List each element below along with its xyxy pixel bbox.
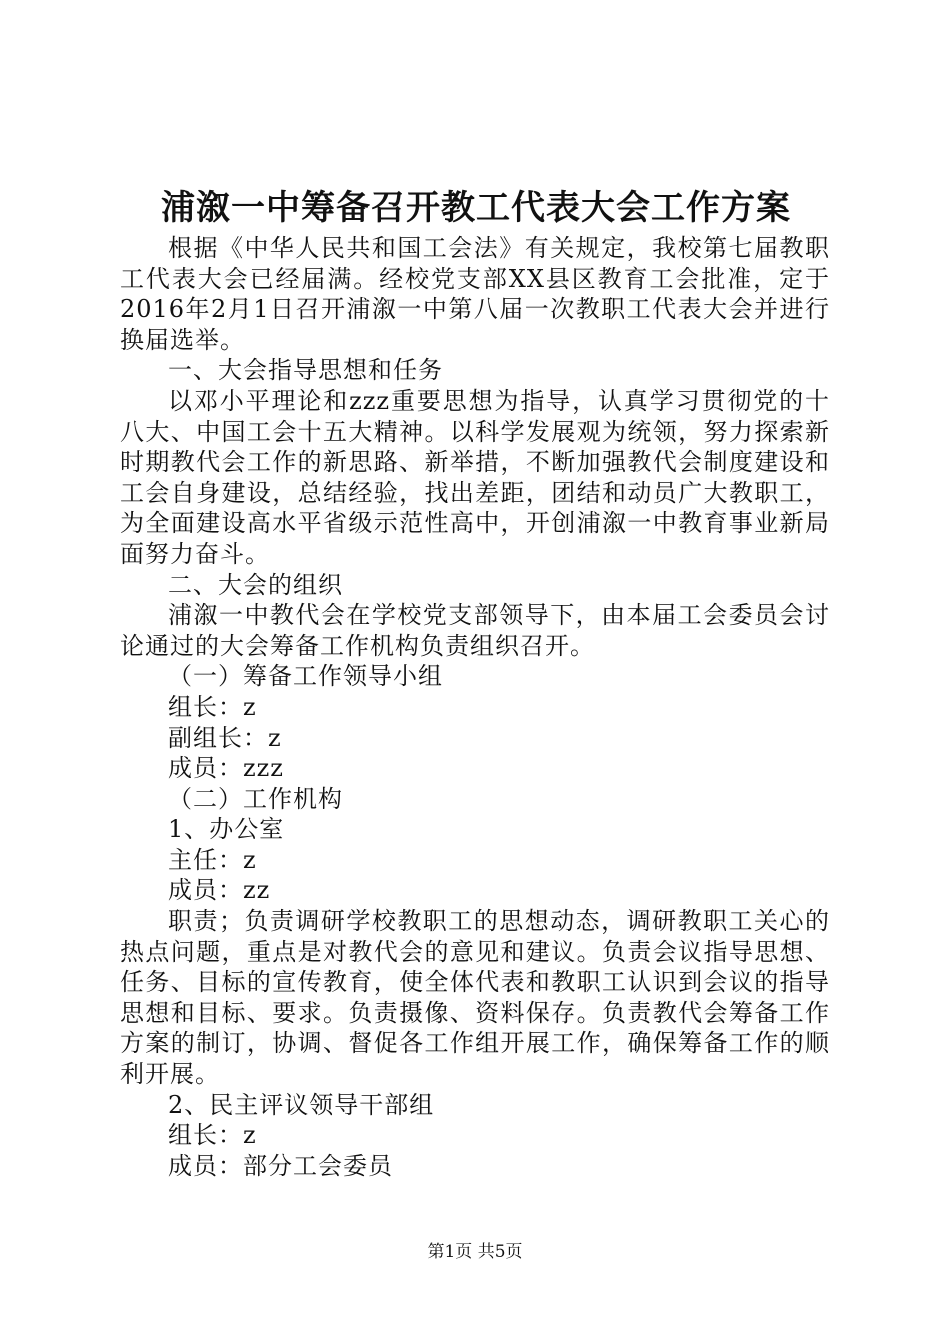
line-evaluation-members: 成员：部分工会委员 [168, 1151, 393, 1180]
line-office-director: 主任：z [168, 845, 257, 874]
paragraph-intro: 根据《中华人民共和国工会法》有关规定，我校第七届教职工代表大会已经届满。经校党支部XX县区教育工会批准，定于2016年2月1日召开浦溆一中第八届一次教职工代表大会并进行换届选举。 [120, 234, 830, 354]
section-heading-1: 一、大会指导思想和任务 [168, 356, 443, 385]
item-heading-evaluation-group: 2、民主评议领导干部组 [168, 1090, 435, 1119]
subsection-heading-1: （一）筹备工作领导小组 [168, 662, 443, 691]
document-body [120, 233, 830, 1181]
subsection-heading-2: （二）工作机构 [168, 784, 343, 813]
paragraph-guiding-thought: 以邓小平理论和zzz重要思想为指导，认真学习贯彻党的十八大、中国工会十五大精神。以科学发展观为统领，努力探索新时期教代会工作的新思路、新举措，不断加强教代会制度建设和工会自身建设，总结经验，找出差距，团结和动员广大教职工，为全面建设高水平省级示范性高中，开创浦溆一中教育事业新局面努力奋斗。 [120, 386, 830, 568]
page-footer: 第1页 共5页 [427, 1242, 523, 1262]
line-office-members: 成员：zz [168, 876, 271, 905]
paragraph-office-duties: 职责；负责调研学校教职工的思想动态，调研教职工关心的热点问题，重点是对教代会的意见和建议。负责会议指导思想、任务、目标的宣传教育，使全体代表和教职工认识到会议的指导思想和目标、要求。负责摄像、资料保存。负责教代会筹备工作方案的制订，协调、督促各工作组开展工作，确保筹备工作的顺利开展。 [120, 907, 830, 1089]
document-title: 浦溆一中筹备召开教工代表大会工作方案 [161, 188, 791, 228]
section-heading-2: 二、大会的组织 [168, 570, 343, 599]
line-group-leader: 组长：z [168, 692, 257, 721]
line-deputy-leader: 副组长：z [168, 723, 282, 752]
paragraph-organization: 浦溆一中教代会在学校党支部领导下，由本届工会委员会讨论通过的大会筹备工作机构负责组织召开。 [120, 601, 830, 660]
item-heading-office: 1、办公室 [168, 815, 285, 844]
line-evaluation-leader: 组长：z [168, 1121, 257, 1150]
line-members: 成员：zzz [168, 754, 284, 783]
